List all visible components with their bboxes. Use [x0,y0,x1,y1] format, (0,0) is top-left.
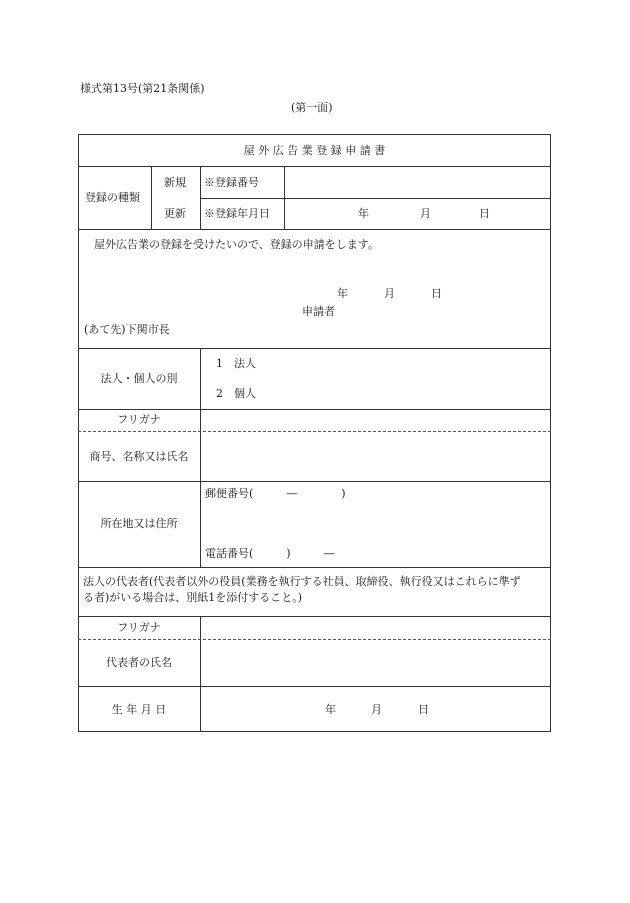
registration-number-label: ※登録番号 [204,176,259,189]
rep-furigana-label: フリガナ [117,621,161,634]
phone-number-field[interactable]: 電話番号( ) — [205,547,335,560]
app-year-label: 年 [337,287,348,300]
entity-option-corporation[interactable]: 1 法人 [216,357,256,370]
rep-name-field[interactable] [201,641,550,685]
app-month-label: 月 [384,287,395,300]
rep-furigana-field[interactable] [201,617,550,638]
birth-date-label: 生 年 月 日 [111,703,167,716]
new-label: 新規 [164,176,186,189]
registration-date-label: ※登録年月日 [204,207,270,220]
name-label: 商号、名称又は氏名 [89,450,189,463]
page-label: (第一面) [291,101,333,114]
app-day-label: 日 [431,287,442,300]
application-statement: 屋外広告業の登録を受けたいので、登録の申請をします。 [94,238,379,251]
name-field[interactable] [201,433,550,480]
reg-month-label: 月 [420,207,431,220]
renew-label: 更新 [164,207,186,220]
form-title: 屋 外 広 告 業 登 録 申 請 書 [243,144,386,157]
entity-type-label: 法人・個人の別 [100,372,178,385]
reg-year-label: 年 [358,207,369,220]
furigana-label: フリガナ [117,413,161,426]
reg-day-label: 日 [479,207,490,220]
representative-note-line2: る者)がいる場合は、別紙1を添付すること。) [83,591,303,604]
postal-code-field[interactable]: 郵便番号( — ) [205,487,346,500]
birth-day-label: 日 [418,703,429,716]
form-number: 様式第13号(第21条関係) [80,82,205,95]
address-label: 所在地又は住所 [100,517,178,530]
rep-name-label: 代表者の氏名 [106,656,172,669]
entity-option-individual[interactable]: 2 個人 [216,387,256,400]
registration-number-field[interactable] [285,167,550,197]
furigana-field[interactable] [201,410,550,430]
applicant-label: 申請者 [302,305,335,318]
birth-year-label: 年 [325,703,336,716]
representative-note-line1: 法人の代表者(代表者以外の役員(業務を執行する社員、取締役、執行役又はこれらに準ず [83,575,521,588]
registration-type-label: 登録の種類 [85,191,140,204]
birth-month-label: 月 [371,703,382,716]
addressee: (あて先)下関市長 [84,323,170,336]
